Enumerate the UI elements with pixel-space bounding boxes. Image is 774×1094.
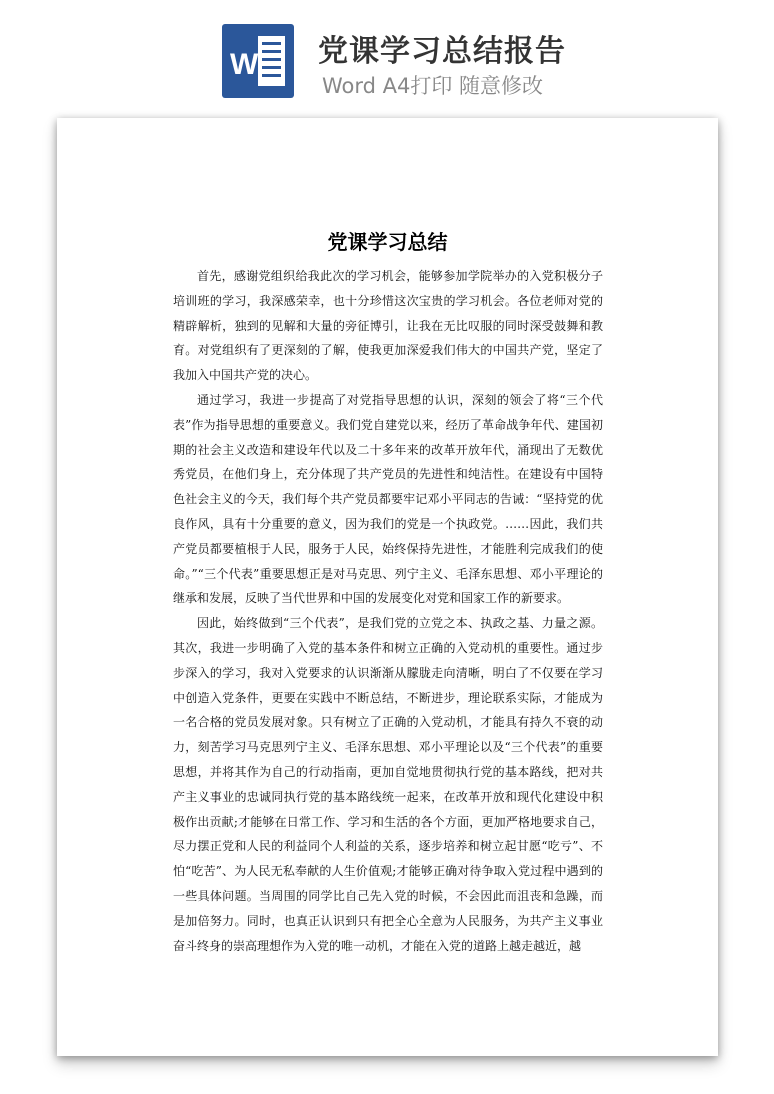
paragraph: 首先，感谢党组织给我此次的学习机会，能够参加学院举办的入党积极分子培训班的学习，我深感荣幸，也十分珍惜这次宝贵的学习机会。各位老师对党的精辟解析，独到的见解和大量的旁征博引，让我在无比叹服的同时深受鼓舞和教育。对党组织有了更深刻的了解，使我更加深爱我们伟大的中国共产党，坚定了我加入中国共产党的决心。 — [173, 269, 603, 383]
document-title: 党课学习总结 — [327, 230, 448, 254]
word-document-icon — [222, 24, 294, 98]
paragraph: 因此，始终做到“三个代表”，是我们党的立党之本、执政之基、力量之源。其次，我进一步明确了入党的基本条件和树立正确的入党动机的重要性。通过步步深入的学习，我对入党要求的认识渐渐从朦胧走向清晰，明白了不仅要在学习中创造入党条件，更要在实践中不断总结，不断进步，理论联系实际，才能成为一名合格的党员发展对象。只有树立了正确的入党动机，才能具有持久不衰的动力，刻苦学习马克思列宁主义、毛泽东思想、邓小平理论以及“三个代表”的重要思想，并将其作为自己的行动指南，更加自觉地贯彻执行党的基本路线，把对共产主义事业的忠诚同执行党的基本路线统一起来，在改革开放和现代化建设中积极作出贡献;才能够在日常工作、学习和生活的各个方面，更加严格地要求自己，尽力摆正党和人民的利益同个人利益的关系，逐步培养和树立起甘愿“吃亏”、不怕“吃苦”、为人民无私奉献的人生价值观;才能够正确对待争取入党过程中遇到的一些具体问题。当周围的同学比自己先入党的时候，不会因此而沮丧和急躁，而是加倍努力。同时，也真正认识到只有把全心全意为人民服务，为共产主义事业奋斗终身的崇高理想作为入党的唯一动机，才能在入党的道路上越走越近，越 — [173, 616, 603, 953]
banner-subtitle: Word A4打印 随意修改 — [322, 74, 544, 98]
header-banner — [0, 0, 774, 118]
paragraph: 通过学习，我进一步提高了对党指导思想的认识，深刻的领会了将“三个代表”作为指导思想的重要意义。我们党自建党以来，经历了革命战争年代、建国初期的社会主义改造和建设年代以及二十多年来的改革开放年代，涌现出了无数优秀党员，在他们身上，充分体现了共产党员的先进性和纯洁性。在建设有中国特色社会主义的今天，我们每个共产党员都要牢记邓小平同志的告诫：“坚持党的优良作风，具有十分重要的意义，因为我们的党是一个执政党。……因此，我们共产党员都要植根于人民，服务于人民，始终保持先进性，才能胜利完成我们的使命。”“三个代表”重要思想正是对马克思、列宁主义、毛泽东思想、邓小平理论的继承和发展，反映了当代世界和中国的发展变化对党和国家工作的新要求。 — [173, 392, 603, 606]
word-icon-letter: W — [230, 48, 259, 81]
banner-title: 党课学习总结报告 — [318, 34, 566, 69]
document-page — [57, 118, 718, 1056]
document-body — [173, 264, 603, 958]
